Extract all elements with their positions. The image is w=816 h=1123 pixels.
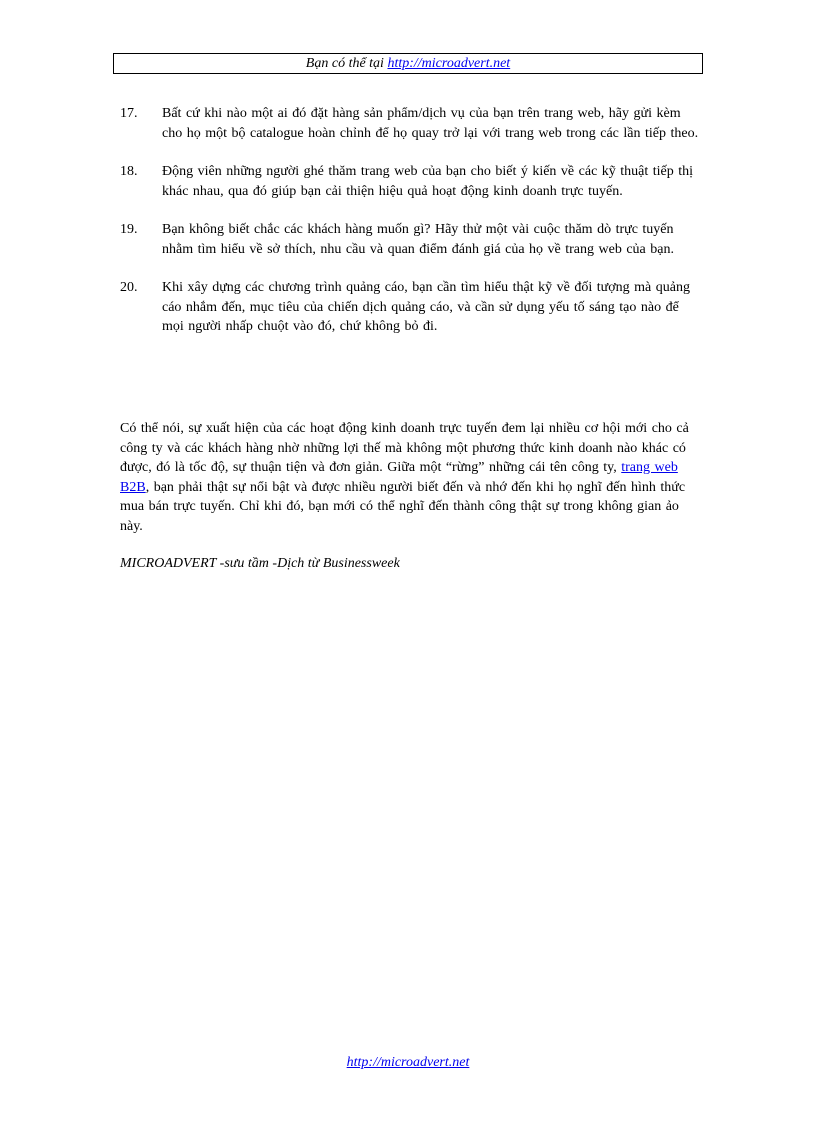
tips-list (120, 104, 710, 356)
item-number: 18. (120, 164, 138, 179)
item-number: 20. (120, 280, 138, 295)
list-item (120, 104, 710, 143)
item-text: Bất cứ khi nào một ai đó đặt hàng sản phẩm/dịch vụ của bạn trên trang web, hãy gửi kèm cho họ một bộ catalogue hoàn chỉnh để họ quay trở lại với trang web trong các lần tiếp theo. (162, 106, 699, 141)
signature: MICROADVERT -sưu tầm -Dịch từ Businessweek (120, 556, 400, 571)
header-prefix: Bạn có thể tại (305, 56, 388, 71)
conclusion-text-after: , bạn phải thật sự nổi bật và được nhiều người biết đến và nhớ đến khi họ nghĩ đến hình thức mua bán trực tuyến. Chỉ khi đó, bạn mới có thể nghĩ đến thành công thật sự trong không gian ảo này. (120, 479, 686, 534)
b2b-link[interactable]: trang web B2B (120, 460, 678, 495)
header-link[interactable]: http://microadvert.net (387, 56, 511, 71)
page-footer (0, 1053, 816, 1072)
item-text: Động viên những người ghé thăm trang web của bạn cho biết ý kiến về các kỹ thuật tiếp thị khác nhau, qua đó giúp bạn cải thiện hiệu quả hoạt động kinh doanh trực tuyến. (162, 164, 694, 199)
list-item (120, 162, 710, 201)
item-text: Bạn không biết chắc các khách hàng muốn gì? Hãy thử một vài cuộc thăm dò trực tuyến nhằm tìm hiểu về sở thích, nhu cầu và quan điểm đánh giá của họ về trang web của bạn. (162, 222, 674, 257)
item-number: 19. (120, 222, 138, 237)
item-number: 17. (120, 106, 138, 121)
list-item (120, 278, 710, 337)
list-item (120, 220, 710, 259)
page-header (113, 53, 703, 74)
conclusion-paragraph (120, 419, 700, 536)
conclusion-text-before: Có thể nói, sự xuất hiện của các hoạt động kinh doanh trực tuyến đem lại nhiều cơ hội mới cho cả công ty và các khách hàng nhờ những lợi thế mà không một phương thức kinh doanh nào khác có được, đó là tốc độ, sự thuận tiện và đơn giản. Giữa một “rừng” những cái tên công ty, (120, 421, 689, 475)
item-text: Khi xây dựng các chương trình quảng cáo, bạn cần tìm hiểu thật kỹ về đối tượng mà quảng cáo nhắm đến, mục tiêu của chiến dịch quảng cáo, và cần sử dụng yếu tố sáng tạo nào để mọi người nhấp chuột vào đó, chứ không bỏ đi. (162, 280, 690, 334)
footer-link[interactable]: http://microadvert.net (346, 1055, 470, 1070)
